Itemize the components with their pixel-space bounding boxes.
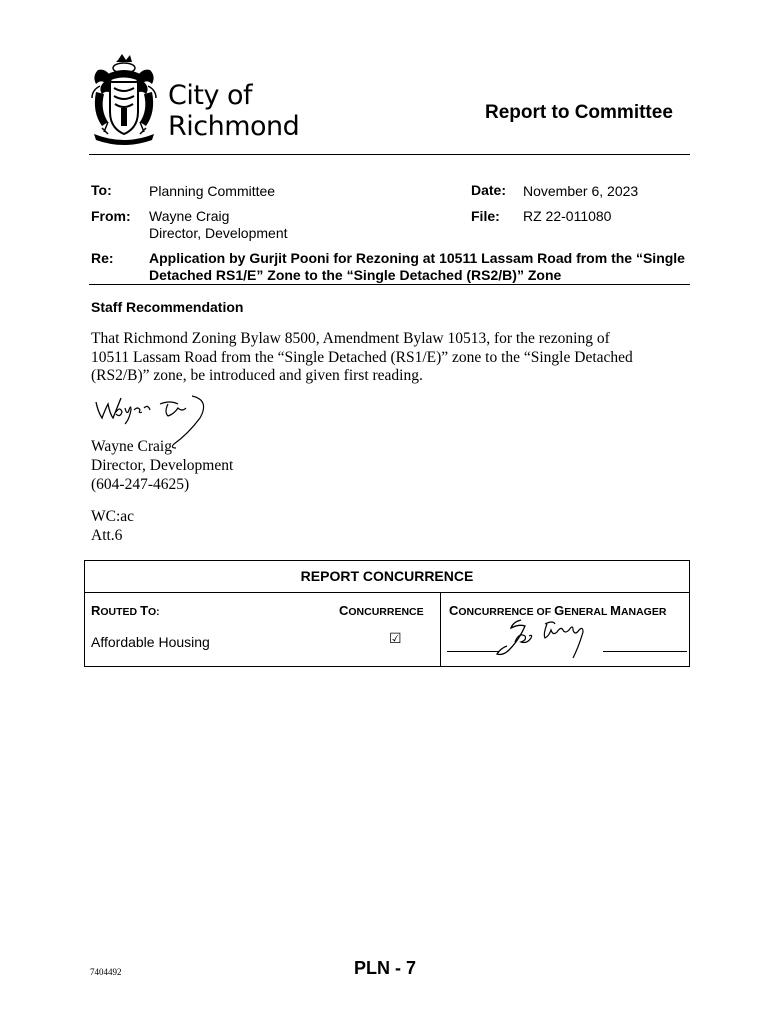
gm-concurrence-header: CONCURRENCE OF GENERAL MANAGER xyxy=(449,603,667,618)
gm-signature-line-right xyxy=(603,651,687,652)
attachments-line: Att.6 xyxy=(91,527,123,544)
city-crest-logo xyxy=(88,52,160,148)
signatory-phone: (604-247-4625) xyxy=(91,476,190,493)
routed-department: Affordable Housing xyxy=(91,634,210,650)
from-name: Wayne Craig xyxy=(149,208,230,224)
to-value: Planning Committee xyxy=(149,183,276,199)
to-label: To: xyxy=(91,182,112,198)
date-label: Date: xyxy=(471,182,507,198)
concurrence-column-divider xyxy=(440,592,441,667)
page-number: PLN - 7 xyxy=(353,958,416,978)
date-value: November 6, 2023 xyxy=(523,183,639,199)
from-title: Director, Development xyxy=(149,225,288,241)
re-label: Re: xyxy=(91,250,114,266)
city-name-line2: Richmond xyxy=(168,111,300,142)
re-divider xyxy=(89,284,690,285)
signatory-title: Director, Development xyxy=(91,457,234,474)
signatory-block xyxy=(91,437,233,494)
report-title: Report to Committee xyxy=(485,102,673,123)
reference-initials xyxy=(91,507,134,545)
signatory-name: Wayne Craig xyxy=(91,438,172,455)
document-id: 7404492 xyxy=(90,967,122,977)
initials-line: WC:ac xyxy=(91,508,135,525)
re-value: Application by Gurjit Pooni for Rezoning at 10511 Lassam Road from the “Single Detached RS1/E” Zone to the “Single Detached (RS2/B)” Zone xyxy=(149,250,685,283)
file-value: RZ 22-011080 xyxy=(523,208,612,224)
gm-signature-line-left xyxy=(447,651,499,652)
staff-recommendation-heading: Staff Recommendation xyxy=(91,299,244,315)
city-name xyxy=(168,80,299,142)
staff-recommendation-body: That Richmond Zoning Bylaw 8500, Amendment Bylaw 10513, for the rezoning of 10511 Lassam Road from the “Single Detached (RS1/E)” zone to the “Single Detached (RS2/B)” zone, be introduced and given first reading. xyxy=(91,330,633,384)
concurrence-title-divider xyxy=(84,592,690,593)
from-label: From: xyxy=(91,208,131,224)
file-label: File: xyxy=(471,208,500,224)
gm-signature xyxy=(495,614,607,670)
concurrence-checkbox-icon: ☑ xyxy=(389,631,402,647)
routed-to-header: ROUTED TO: xyxy=(91,603,160,618)
header-divider xyxy=(89,154,690,155)
city-name-line1: City of xyxy=(168,80,253,111)
concurrence-header: CONCURRENCE xyxy=(339,603,424,618)
from-value xyxy=(149,208,288,242)
report-concurrence-title: REPORT CONCURRENCE xyxy=(300,568,474,584)
